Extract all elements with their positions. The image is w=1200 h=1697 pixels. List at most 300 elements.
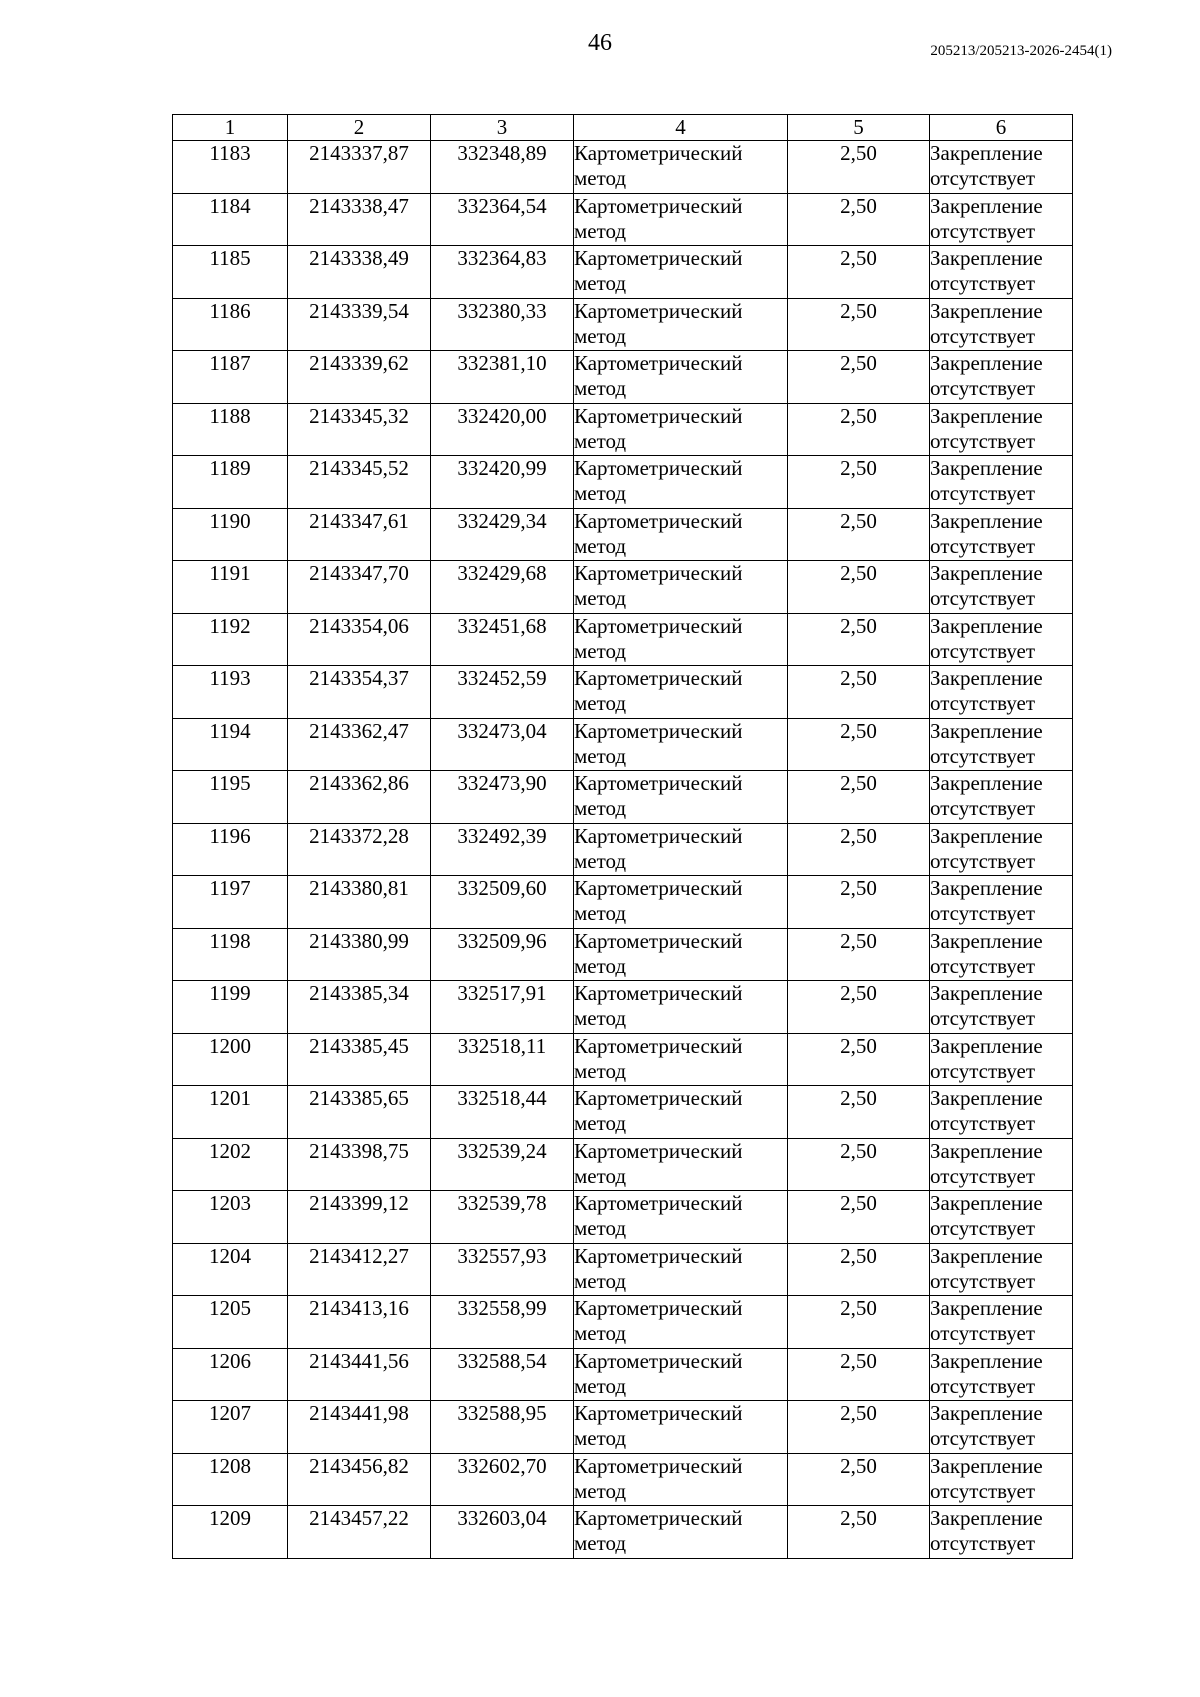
point-number-cell bbox=[173, 456, 288, 509]
point-number: 1185 bbox=[209, 246, 251, 270]
x-coordinate-cell bbox=[288, 613, 431, 666]
point-number-cell bbox=[173, 508, 288, 561]
point-number-cell bbox=[173, 928, 288, 981]
x-coordinate-cell bbox=[288, 403, 431, 456]
description-line-1: Закрепление bbox=[930, 876, 1043, 900]
method-cell bbox=[574, 1033, 788, 1086]
description-line-1: Закрепление bbox=[930, 823, 1043, 848]
point-number-cell bbox=[173, 823, 288, 876]
marker-description-cell bbox=[930, 718, 1073, 771]
precision-cell bbox=[788, 403, 930, 456]
precision-value: 2,50 bbox=[840, 193, 877, 218]
point-number: 1208 bbox=[209, 1453, 251, 1478]
y-coordinate: 332429,34 bbox=[457, 508, 547, 533]
point-number: 1198 bbox=[209, 928, 251, 953]
column-header-3: 3 bbox=[431, 115, 574, 141]
method-line-2: метод bbox=[574, 743, 627, 768]
point-number-cell bbox=[173, 193, 288, 246]
y-coordinate: 332381,10 bbox=[457, 351, 547, 375]
x-coordinate-cell bbox=[288, 508, 431, 561]
y-coordinate-cell bbox=[431, 771, 574, 824]
method-line-1: Картометрический bbox=[574, 1191, 743, 1215]
description-line-2: отсутствует bbox=[930, 796, 1036, 820]
precision-value: 2,50 bbox=[840, 298, 877, 323]
x-coordinate-cell bbox=[288, 771, 431, 824]
description-line-1: Закрепление bbox=[930, 141, 1043, 165]
y-coordinate-cell bbox=[431, 981, 574, 1034]
x-coordinate: 2143441,56 bbox=[309, 1348, 409, 1373]
description-line-2: отсутствует bbox=[930, 1321, 1036, 1345]
method-line-2: метод bbox=[574, 1321, 627, 1345]
marker-description-cell bbox=[930, 298, 1073, 351]
x-coordinate-cell bbox=[288, 141, 431, 194]
point-number-cell bbox=[173, 1243, 288, 1296]
method-line-1: Картометрический bbox=[574, 1138, 743, 1163]
point-number: 1195 bbox=[209, 771, 251, 795]
x-coordinate: 2143338,49 bbox=[309, 246, 409, 270]
description-line-2: отсутствует bbox=[930, 1478, 1036, 1503]
precision-value: 2,50 bbox=[840, 1401, 877, 1425]
precision-value: 2,50 bbox=[840, 1243, 877, 1268]
description-line-1: Закрепление bbox=[930, 771, 1043, 795]
point-number-cell bbox=[173, 1296, 288, 1349]
method-line-1: Картометрический bbox=[574, 1401, 743, 1425]
y-coordinate-cell bbox=[431, 718, 574, 771]
point-number: 1209 bbox=[209, 1506, 251, 1530]
description-line-2: отсутствует bbox=[930, 533, 1036, 558]
x-coordinate: 2143338,47 bbox=[309, 193, 409, 218]
method-cell bbox=[574, 928, 788, 981]
method-line-1: Картометрический bbox=[574, 928, 743, 953]
method-line-1: Картометрический bbox=[574, 981, 743, 1005]
y-coordinate: 332518,11 bbox=[457, 1033, 547, 1058]
description-line-1: Закрепление bbox=[930, 1138, 1043, 1163]
table-row bbox=[173, 1191, 1073, 1244]
point-number-cell bbox=[173, 403, 288, 456]
precision-cell bbox=[788, 1191, 930, 1244]
x-coordinate-cell bbox=[288, 1453, 431, 1506]
method-line-1: Картометрический bbox=[574, 1296, 743, 1320]
table-row bbox=[173, 718, 1073, 771]
description-line-1: Закрепление bbox=[930, 928, 1043, 953]
method-line-1: Картометрический bbox=[574, 613, 743, 638]
description-line-2: отсутствует bbox=[930, 848, 1036, 873]
precision-value: 2,50 bbox=[840, 928, 877, 953]
precision-value: 2,50 bbox=[840, 246, 877, 270]
y-coordinate-cell bbox=[431, 193, 574, 246]
x-coordinate: 2143354,37 bbox=[309, 666, 409, 690]
table-row bbox=[173, 928, 1073, 981]
table-row bbox=[173, 666, 1073, 719]
method-line-1: Картометрический bbox=[574, 1506, 743, 1530]
point-number: 1207 bbox=[209, 1401, 251, 1425]
description-line-2: отсутствует bbox=[930, 1163, 1036, 1188]
point-number-cell bbox=[173, 1086, 288, 1139]
point-number-cell bbox=[173, 1348, 288, 1401]
description-line-2: отсутствует bbox=[930, 1111, 1036, 1135]
method-line-1: Картометрический bbox=[574, 771, 743, 795]
description-line-1: Закрепление bbox=[930, 456, 1043, 480]
x-coordinate: 2143413,16 bbox=[309, 1296, 409, 1320]
point-number-cell bbox=[173, 613, 288, 666]
precision-value: 2,50 bbox=[840, 351, 877, 375]
table-row bbox=[173, 193, 1073, 246]
description-line-1: Закрепление bbox=[930, 1191, 1043, 1215]
point-number-cell bbox=[173, 141, 288, 194]
point-number: 1196 bbox=[209, 823, 251, 848]
marker-description-cell bbox=[930, 666, 1073, 719]
marker-description-cell bbox=[930, 1348, 1073, 1401]
point-number: 1200 bbox=[209, 1033, 251, 1058]
description-line-1: Закрепление bbox=[930, 351, 1043, 375]
method-line-2: метод bbox=[574, 1163, 627, 1188]
x-coordinate: 2143339,62 bbox=[309, 351, 409, 375]
method-line-2: метод bbox=[574, 218, 627, 243]
method-cell bbox=[574, 193, 788, 246]
method-line-2: метод bbox=[574, 1426, 627, 1450]
precision-cell bbox=[788, 666, 930, 719]
precision-cell bbox=[788, 351, 930, 404]
method-line-1: Картометрический bbox=[574, 1453, 743, 1478]
marker-description-cell bbox=[930, 1296, 1073, 1349]
method-cell bbox=[574, 246, 788, 299]
point-number: 1189 bbox=[209, 456, 251, 480]
method-line-1: Картометрический bbox=[574, 1033, 743, 1058]
precision-cell bbox=[788, 1453, 930, 1506]
table-row bbox=[173, 403, 1073, 456]
x-coordinate: 2143385,34 bbox=[309, 981, 409, 1005]
method-line-2: метод bbox=[574, 1531, 627, 1555]
y-coordinate-cell bbox=[431, 1506, 574, 1559]
y-coordinate: 332492,39 bbox=[457, 823, 547, 848]
x-coordinate-cell bbox=[288, 1243, 431, 1296]
x-coordinate-cell bbox=[288, 1033, 431, 1086]
y-coordinate: 332539,78 bbox=[457, 1191, 547, 1215]
point-number-cell bbox=[173, 561, 288, 614]
x-coordinate-cell bbox=[288, 1086, 431, 1139]
precision-value: 2,50 bbox=[840, 456, 877, 480]
precision-cell bbox=[788, 928, 930, 981]
table-row bbox=[173, 456, 1073, 509]
method-cell bbox=[574, 351, 788, 404]
marker-description-cell bbox=[930, 193, 1073, 246]
precision-cell bbox=[788, 771, 930, 824]
point-number-cell bbox=[173, 771, 288, 824]
description-line-2: отсутствует bbox=[930, 481, 1036, 505]
description-line-1: Закрепление bbox=[930, 508, 1043, 533]
x-coordinate-cell bbox=[288, 1348, 431, 1401]
x-coordinate-cell bbox=[288, 823, 431, 876]
table-row bbox=[173, 1033, 1073, 1086]
precision-value: 2,50 bbox=[840, 1191, 877, 1215]
precision-cell bbox=[788, 141, 930, 194]
method-cell bbox=[574, 1401, 788, 1454]
description-line-2: отсутствует bbox=[930, 1426, 1036, 1450]
x-coordinate: 2143385,45 bbox=[309, 1033, 409, 1058]
y-coordinate-cell bbox=[431, 1086, 574, 1139]
x-coordinate-cell bbox=[288, 928, 431, 981]
precision-cell bbox=[788, 1138, 930, 1191]
method-line-2: метод bbox=[574, 691, 627, 715]
method-line-2: метод bbox=[574, 1216, 627, 1240]
y-coordinate: 332380,33 bbox=[457, 298, 547, 323]
precision-cell bbox=[788, 613, 930, 666]
marker-description-cell bbox=[930, 1138, 1073, 1191]
y-coordinate-cell bbox=[431, 561, 574, 614]
point-number: 1188 bbox=[209, 403, 251, 428]
point-number: 1202 bbox=[209, 1138, 251, 1163]
description-line-1: Закрепление bbox=[930, 561, 1043, 585]
method-line-1: Картометрический bbox=[574, 351, 743, 375]
description-line-1: Закрепление bbox=[930, 666, 1043, 690]
table-row bbox=[173, 246, 1073, 299]
method-cell bbox=[574, 1348, 788, 1401]
marker-description-cell bbox=[930, 456, 1073, 509]
description-line-2: отсутствует bbox=[930, 166, 1036, 190]
x-coordinate: 2143398,75 bbox=[309, 1138, 409, 1163]
y-coordinate-cell bbox=[431, 823, 574, 876]
point-number-cell bbox=[173, 1401, 288, 1454]
precision-value: 2,50 bbox=[840, 823, 877, 848]
marker-description-cell bbox=[930, 1401, 1073, 1454]
y-coordinate: 332509,96 bbox=[457, 928, 547, 953]
method-cell bbox=[574, 823, 788, 876]
description-line-2: отсутствует bbox=[930, 323, 1036, 348]
point-number: 1201 bbox=[209, 1086, 251, 1110]
column-header-6: 6 bbox=[930, 115, 1073, 141]
x-coordinate: 2143337,87 bbox=[309, 141, 409, 165]
precision-cell bbox=[788, 1033, 930, 1086]
point-number: 1193 bbox=[209, 666, 251, 690]
point-number-cell bbox=[173, 298, 288, 351]
x-coordinate-cell bbox=[288, 351, 431, 404]
x-coordinate: 2143457,22 bbox=[309, 1506, 409, 1530]
method-line-2: метод bbox=[574, 901, 627, 925]
description-line-2: отсутствует bbox=[930, 953, 1036, 978]
point-number: 1204 bbox=[209, 1243, 251, 1268]
method-line-2: метод bbox=[574, 481, 627, 505]
precision-value: 2,50 bbox=[840, 508, 877, 533]
precision-cell bbox=[788, 981, 930, 1034]
description-line-2: отсутствует bbox=[930, 901, 1036, 925]
precision-cell bbox=[788, 1506, 930, 1559]
method-line-2: метод bbox=[574, 953, 627, 978]
precision-value: 2,50 bbox=[840, 718, 877, 743]
method-cell bbox=[574, 1296, 788, 1349]
precision-value: 2,50 bbox=[840, 1138, 877, 1163]
y-coordinate: 332602,70 bbox=[457, 1453, 547, 1478]
y-coordinate-cell bbox=[431, 246, 574, 299]
x-coordinate: 2143354,06 bbox=[309, 613, 409, 638]
column-header-1: 1 bbox=[173, 115, 288, 141]
y-coordinate: 332557,93 bbox=[457, 1243, 547, 1268]
method-cell bbox=[574, 613, 788, 666]
description-line-1: Закрепление bbox=[930, 298, 1043, 323]
x-coordinate-cell bbox=[288, 561, 431, 614]
method-cell bbox=[574, 1138, 788, 1191]
point-number: 1190 bbox=[209, 508, 251, 533]
table-row bbox=[173, 298, 1073, 351]
description-line-1: Закрепление bbox=[930, 1033, 1043, 1058]
method-cell bbox=[574, 403, 788, 456]
description-line-1: Закрепление bbox=[930, 1243, 1043, 1268]
x-coordinate-cell bbox=[288, 1296, 431, 1349]
y-coordinate: 332473,90 bbox=[457, 771, 547, 795]
precision-value: 2,50 bbox=[840, 613, 877, 638]
precision-value: 2,50 bbox=[840, 666, 877, 690]
point-number-cell bbox=[173, 1453, 288, 1506]
point-number-cell bbox=[173, 981, 288, 1034]
y-coordinate-cell bbox=[431, 1348, 574, 1401]
y-coordinate: 332364,83 bbox=[457, 246, 547, 270]
method-cell bbox=[574, 141, 788, 194]
x-coordinate: 2143380,99 bbox=[309, 928, 409, 953]
precision-value: 2,50 bbox=[840, 1086, 877, 1110]
x-coordinate: 2143385,65 bbox=[309, 1086, 409, 1110]
y-coordinate-cell bbox=[431, 1453, 574, 1506]
precision-value: 2,50 bbox=[840, 1348, 877, 1373]
y-coordinate-cell bbox=[431, 1033, 574, 1086]
table-row bbox=[173, 141, 1073, 194]
precision-cell bbox=[788, 1348, 930, 1401]
precision-value: 2,50 bbox=[840, 771, 877, 795]
precision-cell bbox=[788, 193, 930, 246]
description-line-1: Закрепление bbox=[930, 613, 1043, 638]
y-coordinate: 332420,99 bbox=[457, 456, 547, 480]
table-row bbox=[173, 1086, 1073, 1139]
coordinates-table bbox=[172, 114, 1073, 1559]
description-line-1: Закрепление bbox=[930, 1348, 1043, 1373]
point-number: 1199 bbox=[209, 981, 251, 1005]
x-coordinate: 2143362,47 bbox=[309, 718, 409, 743]
document-reference: 205213/205213-2026-2454(1) bbox=[930, 43, 1112, 59]
method-cell bbox=[574, 876, 788, 929]
method-line-1: Картометрический bbox=[574, 508, 743, 533]
x-coordinate-cell bbox=[288, 193, 431, 246]
y-coordinate-cell bbox=[431, 298, 574, 351]
marker-description-cell bbox=[930, 403, 1073, 456]
marker-description-cell bbox=[930, 876, 1073, 929]
column-header-5: 5 bbox=[788, 115, 930, 141]
description-line-2: отсутствует bbox=[930, 271, 1036, 295]
x-coordinate: 2143347,61 bbox=[309, 508, 409, 533]
x-coordinate-cell bbox=[288, 981, 431, 1034]
point-number: 1187 bbox=[209, 351, 251, 375]
description-line-2: отсутствует bbox=[930, 1006, 1036, 1030]
table-row bbox=[173, 823, 1073, 876]
precision-cell bbox=[788, 508, 930, 561]
description-line-2: отсутствует bbox=[930, 1531, 1036, 1555]
x-coordinate-cell bbox=[288, 1138, 431, 1191]
precision-value: 2,50 bbox=[840, 1296, 877, 1320]
table-row bbox=[173, 1506, 1073, 1559]
table-row bbox=[173, 1401, 1073, 1454]
point-number: 1205 bbox=[209, 1296, 251, 1320]
method-cell bbox=[574, 1506, 788, 1559]
method-line-2: метод bbox=[574, 166, 627, 190]
precision-cell bbox=[788, 1296, 930, 1349]
point-number-cell bbox=[173, 246, 288, 299]
y-coordinate-cell bbox=[431, 613, 574, 666]
x-coordinate: 2143372,28 bbox=[309, 823, 409, 848]
method-line-2: метод bbox=[574, 638, 627, 663]
header-row bbox=[173, 115, 1073, 141]
point-number-cell bbox=[173, 666, 288, 719]
precision-value: 2,50 bbox=[840, 981, 877, 1005]
marker-description-cell bbox=[930, 1033, 1073, 1086]
point-number-cell bbox=[173, 351, 288, 404]
x-coordinate: 2143399,12 bbox=[309, 1191, 409, 1215]
x-coordinate-cell bbox=[288, 1401, 431, 1454]
marker-description-cell bbox=[930, 351, 1073, 404]
method-line-1: Картометрический bbox=[574, 141, 743, 165]
marker-description-cell bbox=[930, 1453, 1073, 1506]
method-cell bbox=[574, 298, 788, 351]
method-line-2: метод bbox=[574, 323, 627, 348]
method-cell bbox=[574, 1243, 788, 1296]
marker-description-cell bbox=[930, 823, 1073, 876]
y-coordinate: 332348,89 bbox=[457, 141, 547, 165]
description-line-1: Закрепление bbox=[930, 718, 1043, 743]
description-line-1: Закрепление bbox=[930, 981, 1043, 1005]
marker-description-cell bbox=[930, 1506, 1073, 1559]
point-number: 1206 bbox=[209, 1348, 251, 1373]
precision-value: 2,50 bbox=[840, 1506, 877, 1530]
y-coordinate: 332452,59 bbox=[457, 666, 547, 690]
description-line-1: Закрепление bbox=[930, 1296, 1043, 1320]
description-line-2: отсутствует bbox=[930, 1268, 1036, 1293]
method-line-2: метод bbox=[574, 428, 627, 453]
y-coordinate: 332364,54 bbox=[457, 193, 547, 218]
y-coordinate: 332558,99 bbox=[457, 1296, 547, 1320]
method-line-2: метод bbox=[574, 1111, 627, 1135]
method-cell bbox=[574, 718, 788, 771]
method-line-1: Картометрический bbox=[574, 666, 743, 690]
table-row bbox=[173, 1243, 1073, 1296]
y-coordinate: 332509,60 bbox=[457, 876, 547, 900]
y-coordinate: 332603,04 bbox=[457, 1506, 547, 1530]
method-line-1: Картометрический bbox=[574, 823, 743, 848]
description-line-2: отсутствует bbox=[930, 376, 1036, 400]
y-coordinate-cell bbox=[431, 456, 574, 509]
table-row bbox=[173, 561, 1073, 614]
table-row bbox=[173, 1296, 1073, 1349]
x-coordinate-cell bbox=[288, 1191, 431, 1244]
marker-description-cell bbox=[930, 981, 1073, 1034]
marker-description-cell bbox=[930, 1086, 1073, 1139]
y-coordinate-cell bbox=[431, 928, 574, 981]
y-coordinate-cell bbox=[431, 1296, 574, 1349]
precision-cell bbox=[788, 718, 930, 771]
y-coordinate-cell bbox=[431, 666, 574, 719]
point-number: 1203 bbox=[209, 1191, 251, 1215]
description-line-2: отсутствует bbox=[930, 428, 1036, 453]
marker-description-cell bbox=[930, 613, 1073, 666]
y-coordinate: 332517,91 bbox=[457, 981, 547, 1005]
y-coordinate-cell bbox=[431, 508, 574, 561]
y-coordinate: 332473,04 bbox=[457, 718, 547, 743]
table-row bbox=[173, 1348, 1073, 1401]
precision-cell bbox=[788, 823, 930, 876]
precision-cell bbox=[788, 1401, 930, 1454]
x-coordinate-cell bbox=[288, 876, 431, 929]
method-line-1: Картометрический bbox=[574, 193, 743, 218]
description-line-2: отсутствует bbox=[930, 743, 1036, 768]
method-cell bbox=[574, 981, 788, 1034]
precision-cell bbox=[788, 298, 930, 351]
description-line-2: отсутствует bbox=[930, 691, 1036, 715]
description-line-1: Закрепление bbox=[930, 1506, 1043, 1530]
